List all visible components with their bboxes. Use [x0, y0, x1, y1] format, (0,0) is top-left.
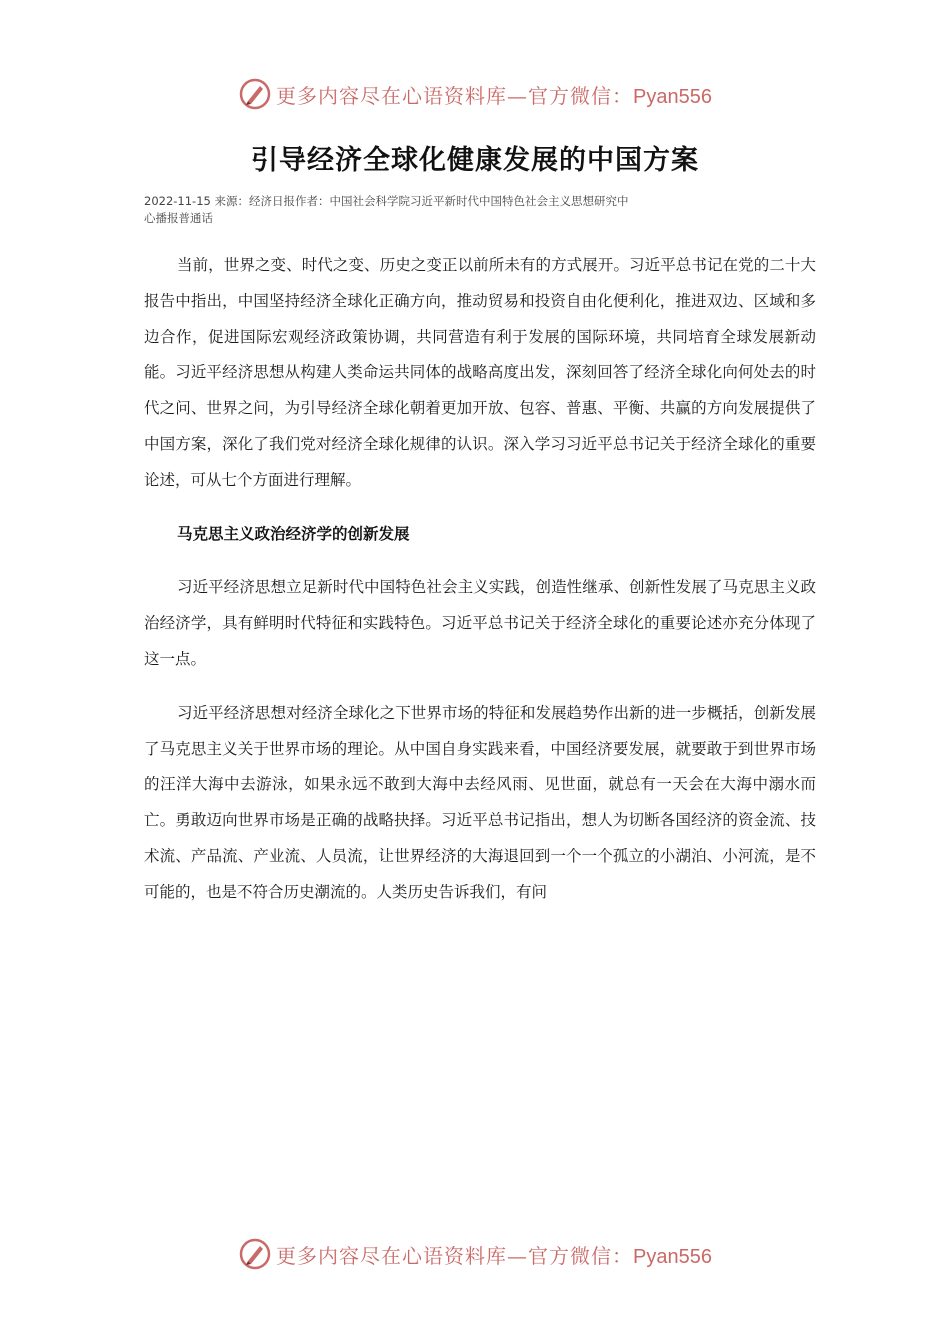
section-paragraph-1: 习近平经济思想立足新时代中国特色社会主义实践，创造性继承、创新性发展了马克思主义政治经济学，具有鲜明时代特征和实践特色。习近平总书记关于经济全球化的重要论述亦充分体现了这一点。	[144, 578, 816, 668]
pen-logo-icon	[238, 77, 272, 111]
watermark-handle: Pyan556	[633, 1245, 712, 1268]
article-title: 引导经济全球化健康发展的中国方案	[251, 145, 699, 176]
intro-paragraph: 当前，世界之变、时代之变、历史之变正以前所未有的方式展开。习近平总书记在党的二十大报告中指出，中国坚持经济全球化正确方向，推动贸易和投资自由化便利化，推进双边、区域和多边合作，促进国际宏观经济政策协调，共同营造有利于发展的国际环境，共同培育全球发展新动能。习近平经济思想从构建人类命运共同体的战略高度出发，深刻回答了经济全球化向何处去的时代之问、世界之问，为引导经济全球化朝着更加开放、包容、普惠、平衡、共赢的方向发展提供了中国方案，深化了我们党对经济全球化规律的认识。深入学习习近平总书记关于经济全球化的重要论述，可从七个方面进行理解。	[144, 256, 816, 489]
pen-logo-icon	[238, 1237, 272, 1271]
article-meta	[144, 193, 684, 227]
watermark-text: 更多内容尽在心语资料库—官方微信：Pyan556	[276, 1243, 712, 1268]
header-watermark-banner	[0, 74, 950, 114]
article-body	[144, 248, 816, 929]
watermark-text: 更多内容尽在心语资料库—官方微信：Pyan556	[276, 83, 712, 108]
watermark-handle: Pyan556	[633, 85, 712, 108]
meta-line-2: 心播报普通话	[144, 211, 213, 225]
footer-watermark-banner	[0, 1234, 950, 1274]
section-heading: 马克思主义政治经济学的创新发展	[177, 524, 410, 543]
section-paragraph-2: 习近平经济思想对经济全球化之下世界市场的特征和发展趋势作出新的进一步概括，创新发展了马克思主义关于世界市场的理论。从中国自身实践来看，中国经济要发展，就要敢于到世界市场的汪洋大海中去游泳，如果永远不敢到大海中去经风雨、见世面，就总有一天会在大海中溺水而亡。勇敢迈向世界市场是正确的战略抉择。习近平总书记指出，想人为切断各国经济的资金流、技术流、产品流、产业流、人员流，让世界经济的大海退回到一个一个孤立的小湖泊、小河流，是不可能的，也是不符合历史潮流的。人类历史告诉我们，有问	[144, 703, 816, 901]
meta-line-1: 2022-11-15 来源：经济日报作者：中国社会科学院习近平新时代中国特色社会主义思想研究中	[144, 194, 629, 208]
